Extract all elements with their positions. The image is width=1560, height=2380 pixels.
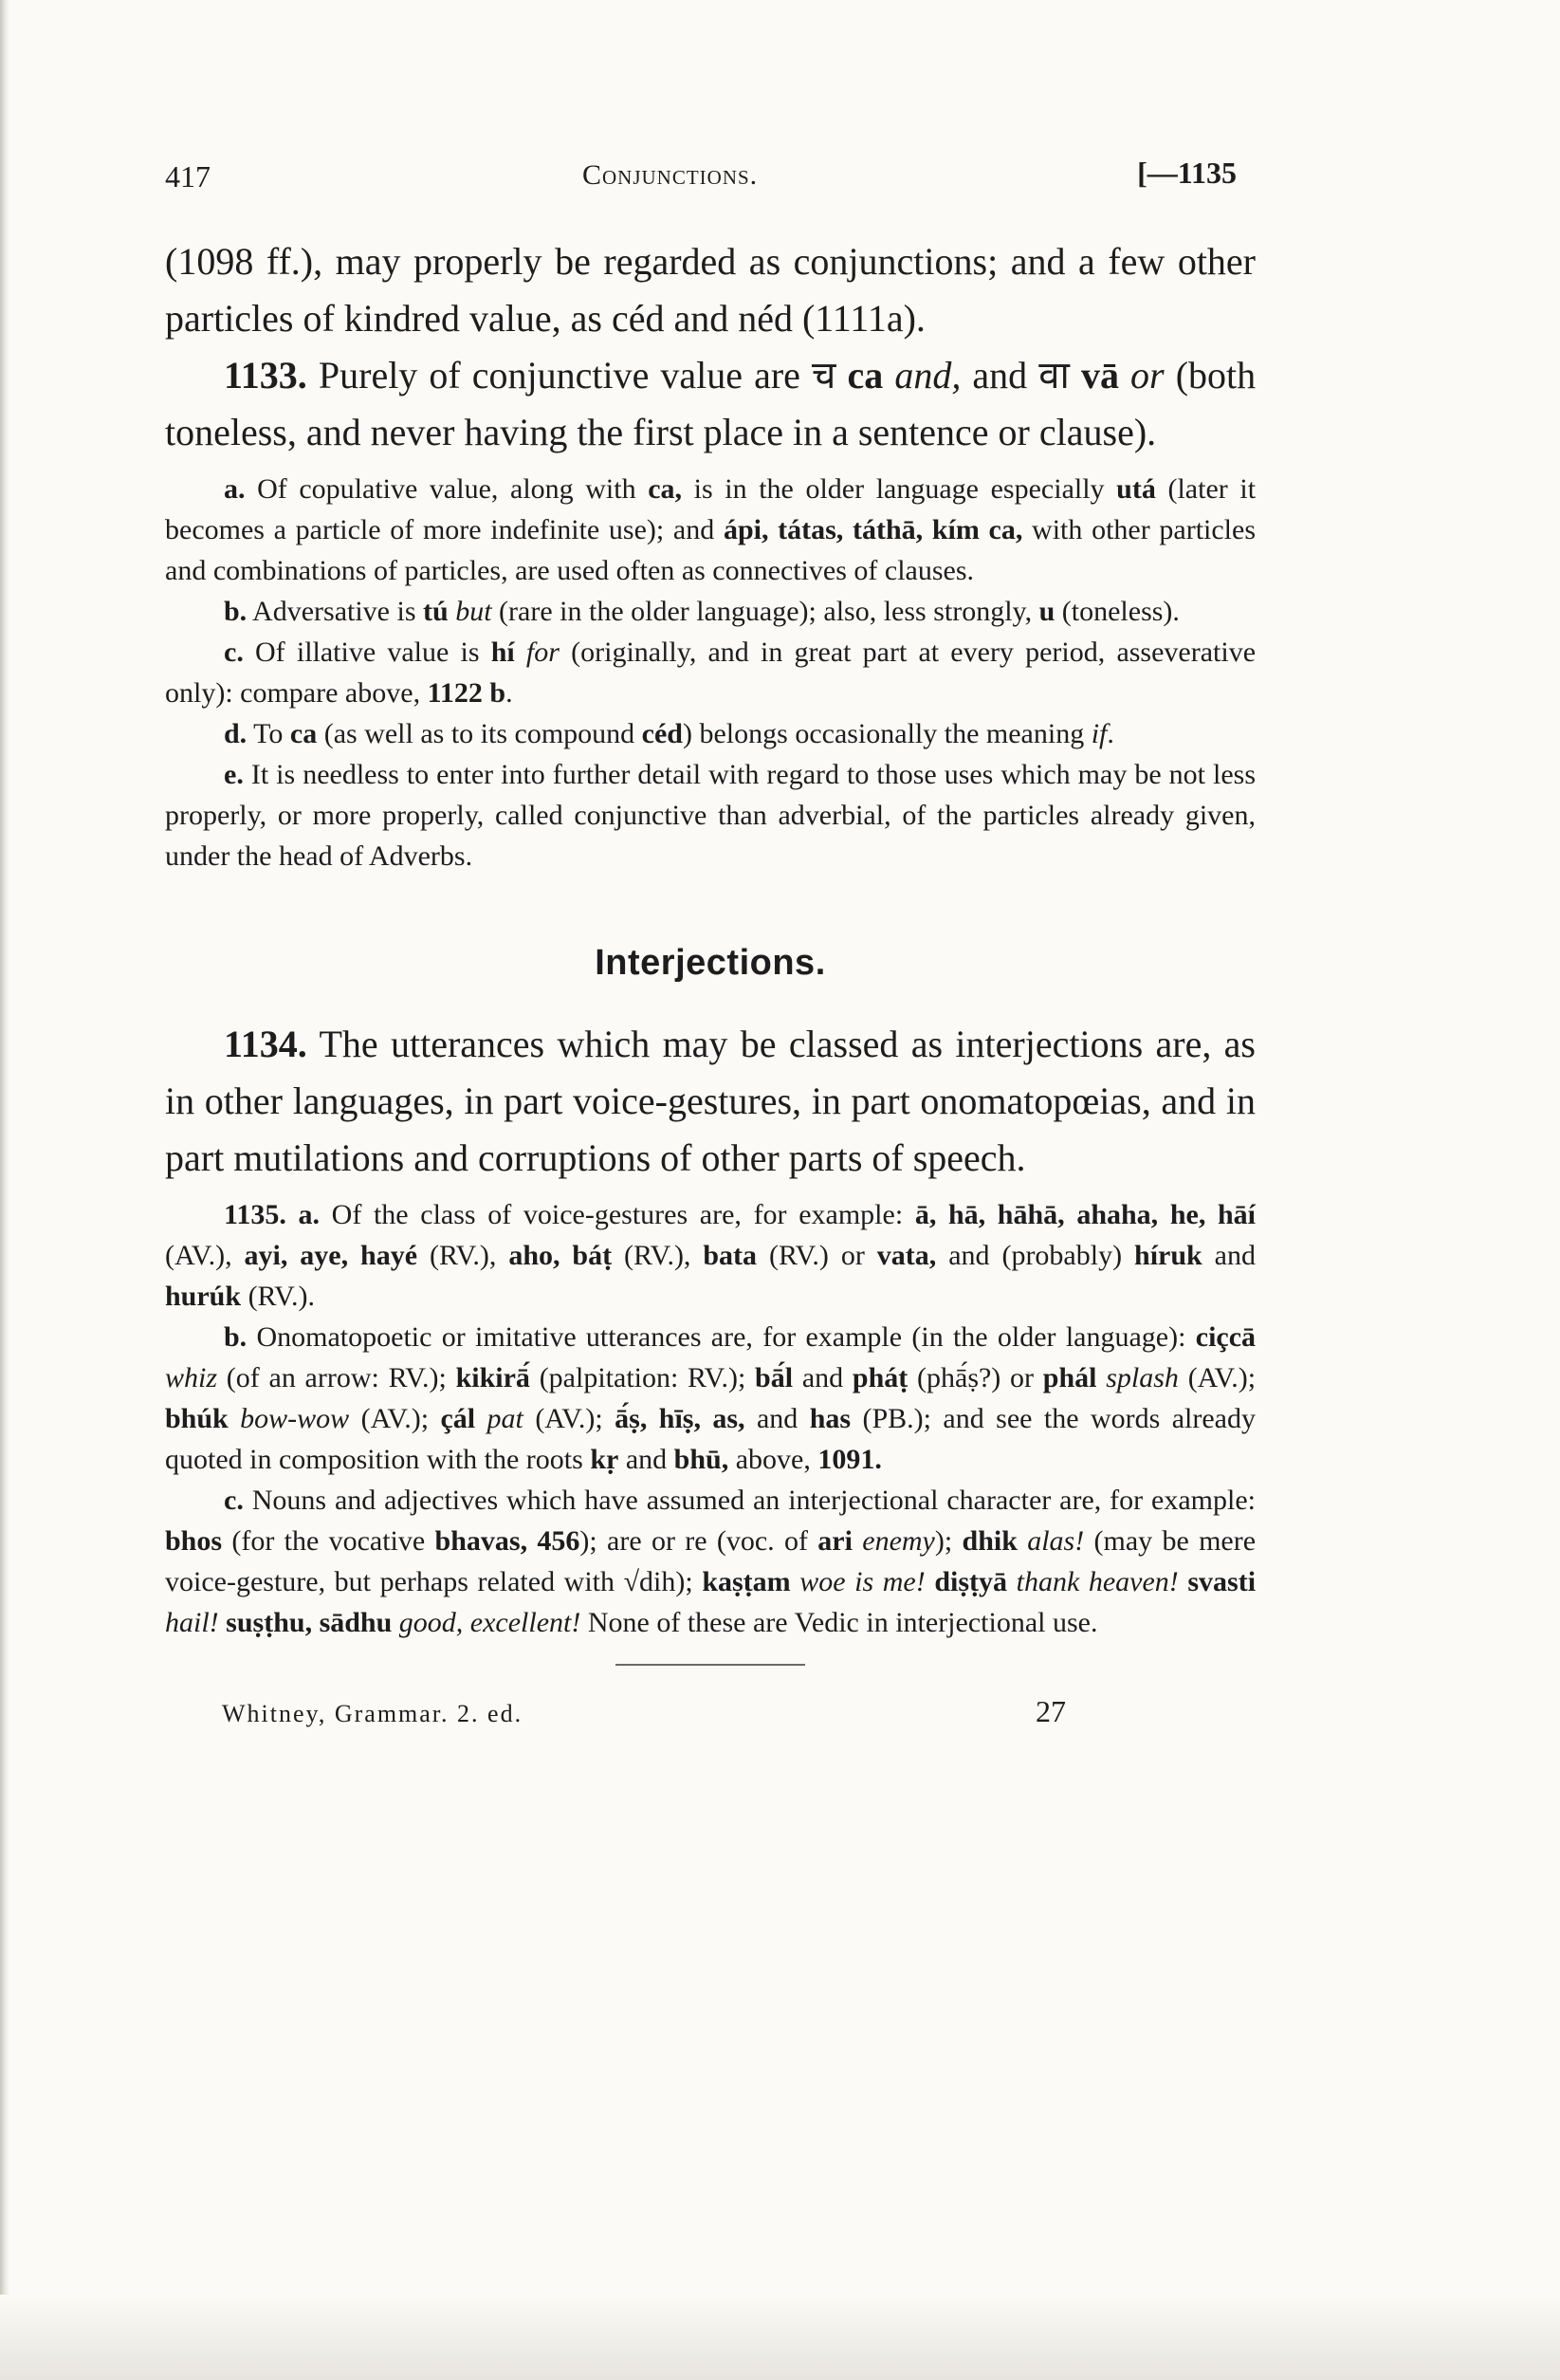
section-number: 1133. bbox=[224, 354, 307, 397]
running-title: Conjunctions. bbox=[582, 159, 759, 191]
subparagraph-1133b: b. Adversative is tú but (rare in the older language); also, less strongly, u (toneless). bbox=[224, 596, 1180, 627]
section-number: 1135. bbox=[224, 1199, 286, 1230]
continuation-paragraph: (1098 ff.), may properly be regarded as conjunctions; and a few other particles of kindred value, as céd and néd (1111a). bbox=[165, 240, 1256, 340]
running-head bbox=[165, 142, 1256, 199]
page-left-edge-shadow bbox=[0, 0, 9, 2380]
paragraph-1134: 1134. The utterances which may be classed as interjections are, as in other languages, in part voice-gestures, in part onomatopœias, and in part mutilations and corruptions of other parts of speech. bbox=[165, 1023, 1256, 1179]
section-heading: Interjections. bbox=[595, 943, 826, 983]
footer-rule bbox=[615, 1664, 805, 1666]
devanagari-word: वा bbox=[1038, 354, 1070, 397]
subparagraph-1133c: c. Of illative value is hí for (originally, and in great part at every period, asseverative only): compare above, 1122 b. bbox=[165, 637, 1257, 709]
devanagari-word: च bbox=[812, 354, 836, 397]
section-range: [—1135 bbox=[1137, 156, 1237, 190]
subparagraph-1133d: d. To ca (as well as to its compound céd) belongs occasionally the meaning if. bbox=[224, 718, 1114, 749]
section-number: 1134. bbox=[224, 1023, 307, 1065]
subparagraph-1135c: c. Nouns and adjectives which have assumed an interjectional character are, for example: bhos (for the vocative bhavas, 456); are or re (voc. of ari enemy); dhik alas! (may be mere voice-gesture, but perhaps related with √dih); kaṣṭam woe is me! diṣṭyā thank heaven! svasti hail! suṣṭhu, sādhu good, excellent! None of these are Vedic in interjectional use. bbox=[165, 1485, 1257, 1638]
book-citation: Whitney, Grammar. 2. ed. bbox=[222, 1700, 523, 1727]
page-bottom-shadow bbox=[0, 2295, 1560, 2380]
paragraph-1133: 1133. Purely of conjunctive value are च ca and, and वा vā or (both toneless, and never having the first place in a sentence or clause). bbox=[165, 354, 1257, 453]
page-number: 417 bbox=[165, 159, 211, 194]
subparagraph-1135a: 1135. a. Of the class of voice-gestures are, for example: ā, hā, hāhā, ahaha, he, hāí (AV.), ayi, aye, hayé (RV.), aho, báṭ (RV.), bata (RV.) or vata, and (probably) híruk and hurúk (RV.). bbox=[165, 1199, 1257, 1312]
cross-reference: 1091. bbox=[817, 1444, 882, 1475]
cross-reference: 1122 b bbox=[427, 677, 506, 709]
page-footer bbox=[165, 1690, 1256, 1747]
subparagraph-1133a: a. Of copulative value, along with ca, is in the older language especially utá (later it becomes a particle of more indefinite use); and ápi, tátas, táthā, kím ca, with other particles and combinations of particles, are used often as connectives of clauses. bbox=[165, 473, 1257, 586]
subparagraph-1133e: e. It is needless to enter into further detail with regard to those uses which may be not less properly, or more properly, called conjunctive than adverbial, of the particles already given, under the head of Adverbs. bbox=[165, 759, 1257, 872]
book-page bbox=[165, 142, 1256, 1747]
subparagraph-1135b: b. Onomatopoetic or imitative utterances are, for example (in the older language): ciçcā whiz (of an arrow: RV.); kikirā́ (palpitation: RV.); bā́l and pháṭ (phā́ṣ?) or phál splash (AV.); bhúk bow-wow (AV.); çál pat (AV.); ā́ṣ, hīṣ, as, and has (PB.); and see the words already quoted in composition with the roots kṛ and bhū, above, 1091. bbox=[165, 1321, 1257, 1475]
signature-mark: 27 bbox=[1036, 1694, 1066, 1728]
